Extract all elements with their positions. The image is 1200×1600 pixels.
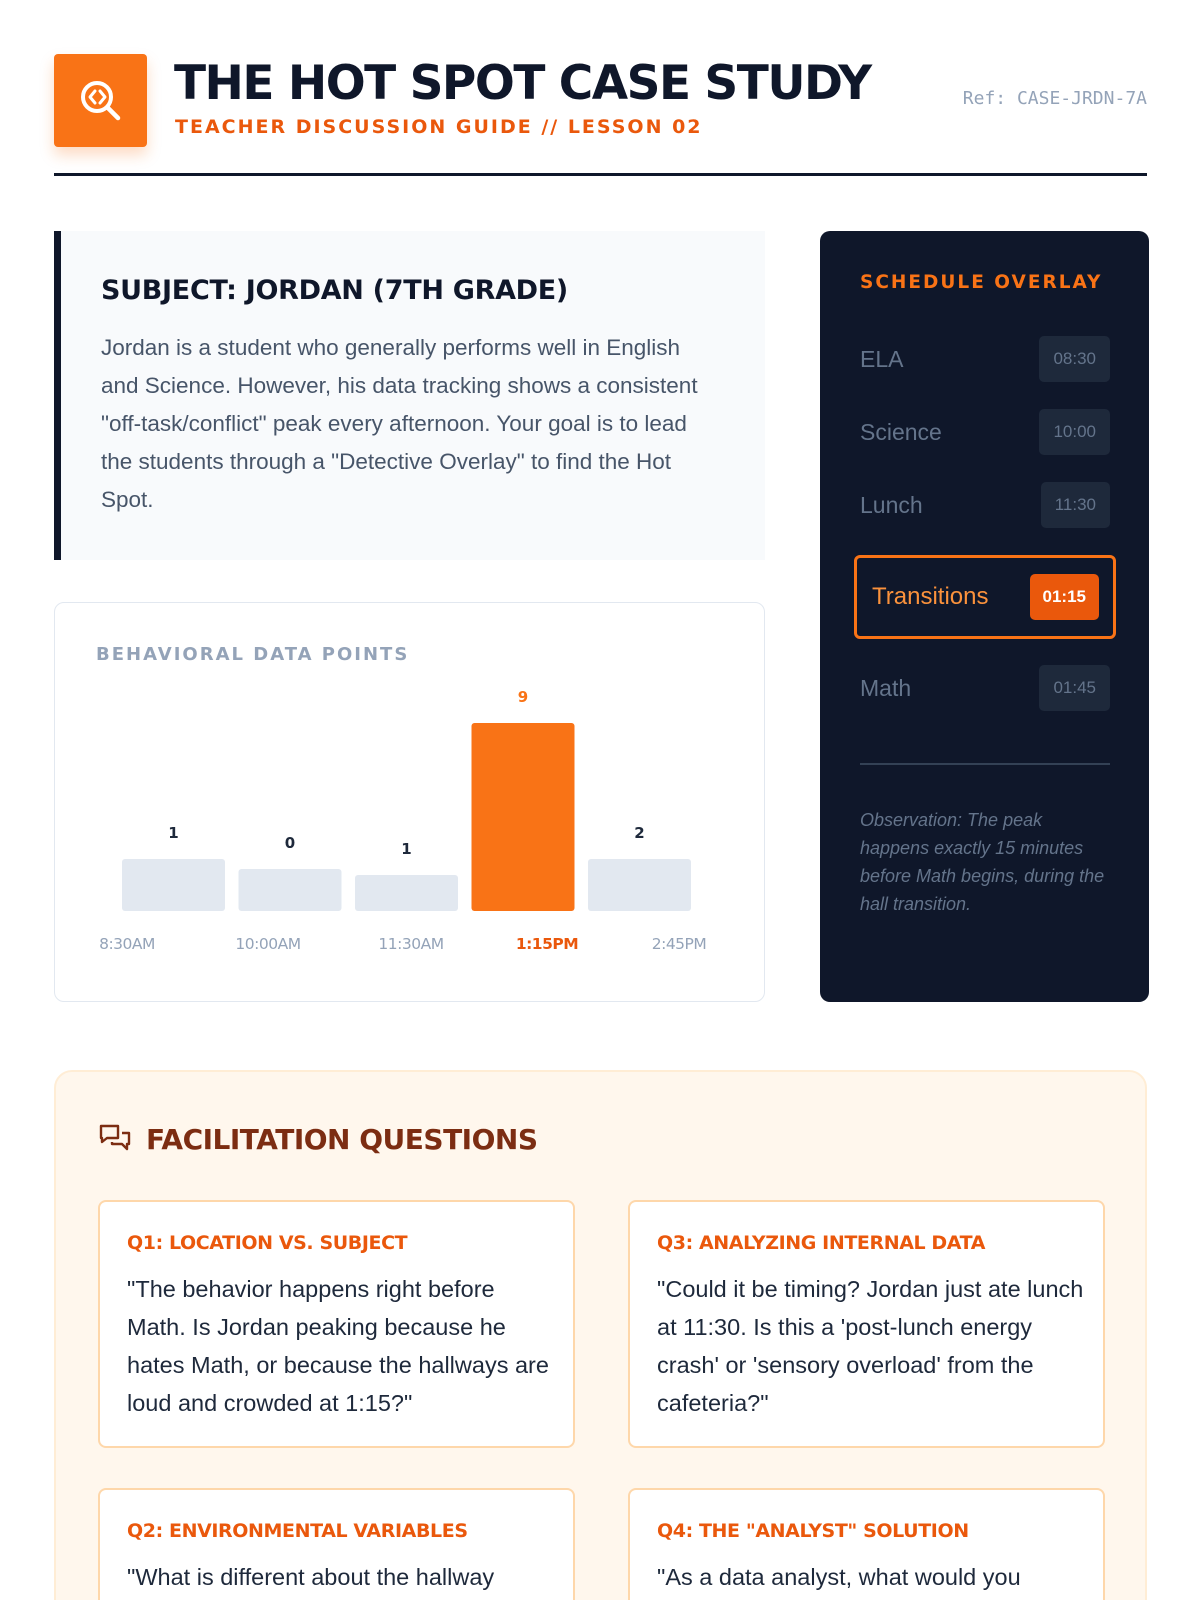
subject-heading: SUBJECT: JORDAN (7TH GRADE) <box>101 275 568 306</box>
bar-value-label: 1 <box>401 840 412 858</box>
x-tick-label: 2:45PM <box>651 935 707 953</box>
page-title: THE HOT SPOT CASE STUDY <box>174 56 871 111</box>
subject-description: Jordan is a student who generally performs well in English and Science. However, his data tracking shows a consistent "off-task/conflict" peak every afternoon. Your goal is to lead the students through a "Detective Overlay" to find the Hot Spot. <box>101 335 698 512</box>
bar-value-label: 2 <box>634 824 645 842</box>
bar-value-label: 0 <box>284 834 296 852</box>
schedule-item-time: 10:00 <box>1039 409 1110 455</box>
x-tick-label: 11:30AM <box>378 935 444 953</box>
logo <box>54 54 147 147</box>
bar-value-label: 9 <box>517 688 529 706</box>
bar-11:30AM <box>355 875 458 911</box>
bar-1:15PM <box>472 723 575 911</box>
question-body: "As a data analyst, what would you <box>657 1564 1021 1590</box>
schedule-overlay-panel <box>820 231 1149 1002</box>
schedule-title: SCHEDULE OVERLAY <box>860 272 1103 293</box>
search-code-icon <box>77 77 125 125</box>
question-card-q3 <box>628 1200 1105 1448</box>
question-card-q4 <box>628 1488 1105 1600</box>
question-body: "Could it be timing? Jordan just ate lunch at 11:30. Is this a 'post-lunch energy crash' or 'sensory overload' from the cafeteria?" <box>657 1276 1084 1416</box>
bar-value-label: 1 <box>168 824 179 842</box>
x-tick-label: 1:15PM <box>515 935 579 953</box>
question-title: Q2: ENVIRONMENTAL VARIABLES <box>127 1520 468 1542</box>
question-title: Q4: THE "ANALYST" SOLUTION <box>657 1520 969 1542</box>
behavior-bar-chart <box>55 603 766 1003</box>
question-card-q1 <box>98 1200 575 1448</box>
schedule-divider <box>860 763 1110 765</box>
chat-bubbles-icon <box>98 1122 132 1156</box>
schedule-item-name: Transitions <box>872 583 989 610</box>
schedule-item-time: 08:30 <box>1039 336 1110 382</box>
schedule-item-time: 01:15 <box>1030 574 1099 620</box>
x-tick-label: 10:00AM <box>235 935 301 953</box>
schedule-observation-note: Observation: The peak happens exactly 15 minutes before Math begins, during the hall transition. <box>860 810 1105 914</box>
question-card-q2 <box>98 1488 575 1600</box>
facilitation-header <box>98 1122 538 1156</box>
page-subtitle: TEACHER DISCUSSION GUIDE // LESSON 02 <box>175 116 703 138</box>
schedule-item-name: Lunch <box>860 491 923 518</box>
bar-8:30AM <box>122 859 225 911</box>
schedule-item-science[interactable] <box>860 409 1110 455</box>
facilitation-title: FACILITATION QUESTIONS <box>146 1122 538 1156</box>
schedule-item-name: Math <box>860 674 912 701</box>
schedule-item-name: Science <box>860 418 942 445</box>
question-title: Q3: ANALYZING INTERNAL DATA <box>657 1232 986 1254</box>
bar-10:00AM <box>239 869 342 911</box>
schedule-item-math[interactable] <box>860 665 1110 711</box>
facilitation-questions-section <box>54 1070 1147 1600</box>
schedule-item-time: 01:45 <box>1039 665 1110 711</box>
page-header <box>54 54 1147 176</box>
x-tick-label: 8:30AM <box>99 935 155 953</box>
subject-card <box>54 231 765 560</box>
schedule-item-transitions[interactable] <box>854 555 1116 639</box>
schedule-item-lunch[interactable] <box>860 482 1110 528</box>
question-body: "The behavior happens right before Math. Is Jordan peaking because he hates Math, or because the hallways are loud and crowded at 1:15?" <box>127 1276 549 1416</box>
case-reference: Ref: CASE-JRDN-7A <box>962 88 1147 109</box>
schedule-item-name: ELA <box>860 345 904 372</box>
behavior-chart-card <box>54 602 765 1002</box>
question-body: "What is different about the hallway <box>127 1564 495 1590</box>
chart-title: BEHAVIORAL DATA POINTS <box>96 644 410 665</box>
schedule-item-time: 11:30 <box>1041 482 1110 528</box>
bar-2:45PM <box>588 859 691 911</box>
schedule-item-ela[interactable] <box>860 336 1110 382</box>
question-title: Q1: LOCATION VS. SUBJECT <box>127 1232 408 1254</box>
